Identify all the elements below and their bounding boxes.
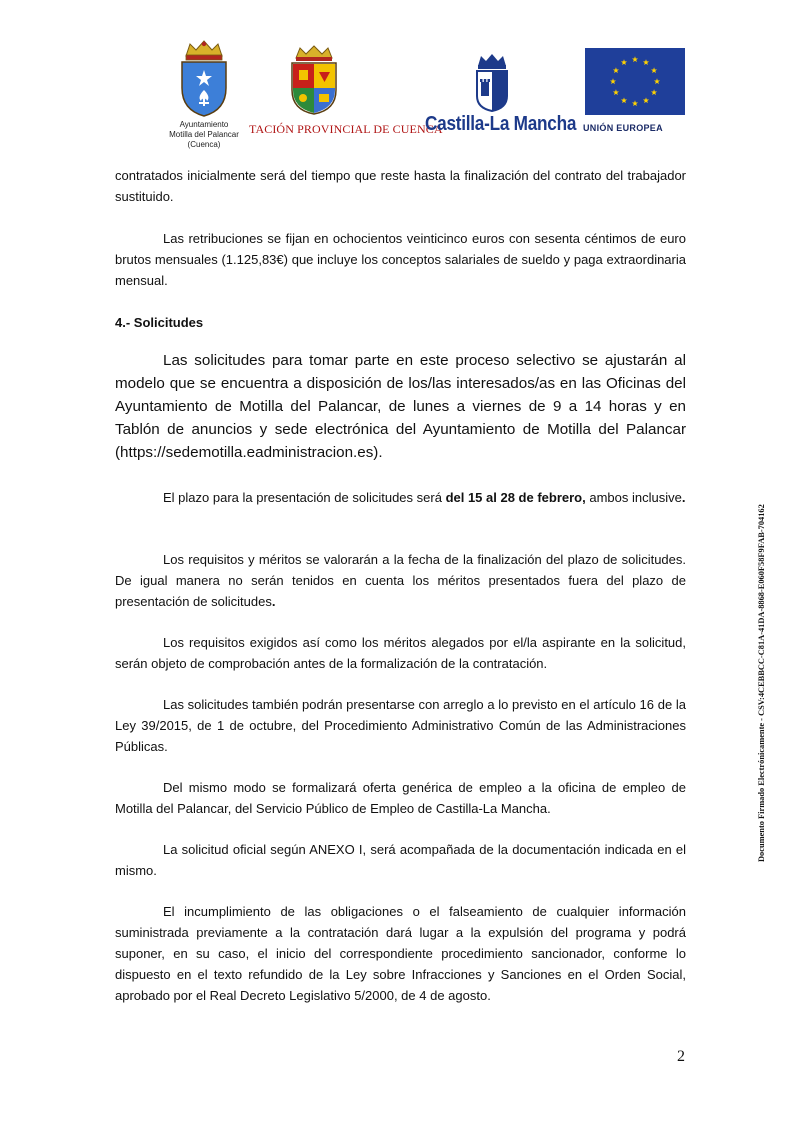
section-heading-solicitudes: 4.- Solicitudes	[115, 315, 204, 330]
plazo-text-before: El plazo para la presentación de solicitudes será	[163, 490, 446, 505]
ayuntamiento-caption-line: Motilla del Palancar	[169, 130, 239, 139]
electronic-signature-stamp	[754, 462, 768, 862]
stamp-label: Documento Firmado Electrónicamente	[757, 722, 766, 862]
paragraph-contract-duration: contratados inicialmente será del tiempo que reste hasta la finalización del contrato del trabajador sustituido.	[115, 168, 686, 204]
ayuntamiento-caption-line: Ayuntamiento	[179, 120, 229, 129]
page-number: 2	[677, 1048, 685, 1065]
paragraph-retribuciones: Las retribuciones se fijan en ochocientos veinticinco euros con sesenta céntimos de euro brutos mensuales (1.125,83€) que incluye los conceptos salariales de sueldo y paga extraordinaria mensual.	[115, 231, 686, 288]
paragraph-comprobacion: Los requisitos exigidos así como los méritos alegados por el/la aspirante en la solicitud, serán objeto de comprobación antes de la formalización de la contratación.	[115, 635, 686, 671]
paragraph-ley-39-2015: Las solicitudes también podrán presentarse con arreglo a lo previsto en el artículo 16 de la Ley 39/2015, de 1 de octubre, del Procedimiento Administrativo Común de las Administraciones Públicas.	[115, 697, 686, 754]
plazo-text-after: ambos inclusive	[585, 490, 682, 505]
european-union-caption: UNIÓN EUROPEA	[583, 123, 663, 133]
paragraph-solicitudes-modelo: Las solicitudes para tomar parte en este proceso selectivo se ajustarán al modelo que se encuentra a disposición de los/las interesados/as en las Oficinas del Ayuntamiento de Motilla del Palancar, de lunes a viernes de 9 a 14 horas y en Tablón de anuncios y sede electrónica del Ayuntamiento de Motilla del Palancar (https://sedemotilla.eadministracion.es).	[115, 352, 686, 461]
stamp-csv: - CSV:4CEBBCC-C81A-41DA-8868-E060F58F9FAB-704162	[757, 504, 766, 723]
paragraph-incumplimiento: El incumplimiento de las obligaciones o el falseamiento de cualquier información suministrada previamente a la contratación dará lugar a la expulsión del programa y podrá suponer, en su caso, el inicio del correspondiente procedimiento sancionador, conforme lo dispuesto en el texto refundido de la Ley sobre Infracciones y Sanciones en el Orden Social, aprobado por el Real Decreto Legislativo 5/2000, de 4 de agosto.	[115, 904, 686, 1003]
ayuntamiento-caption-line: (Cuenca)	[187, 140, 221, 149]
requisitos-period: .	[271, 594, 276, 609]
paragraph-requisitos-meritos	[115, 549, 686, 612]
castilla-la-mancha-caption: Castilla-La Mancha	[425, 113, 577, 135]
plazo-dates: del 15 al 28 de febrero,	[445, 490, 586, 505]
document-body	[115, 0, 686, 1132]
diputacion-caption: TACIÓN PROVINCIAL DE CUENCA	[249, 122, 443, 136]
paragraph-anexo-i: La solicitud oficial según ANEXO I, será acompañada de la documentación indicada en el mismo.	[115, 842, 686, 878]
requisitos-text: Los requisitos y méritos se valorarán a la fecha de la finalización del plazo de solicitudes. De igual manera no serán tenidos en cuenta los méritos presentados fuera del plazo de presentación de solicitudes	[115, 552, 686, 609]
plazo-period: .	[681, 490, 686, 505]
paragraph-plazo	[115, 487, 686, 508]
paragraph-oferta-empleo: Del mismo modo se formalizará oferta genérica de empleo a la oficina de empleo de Motilla del Palancar, del Servicio Público de Empleo de Castilla-La Mancha.	[115, 780, 686, 816]
